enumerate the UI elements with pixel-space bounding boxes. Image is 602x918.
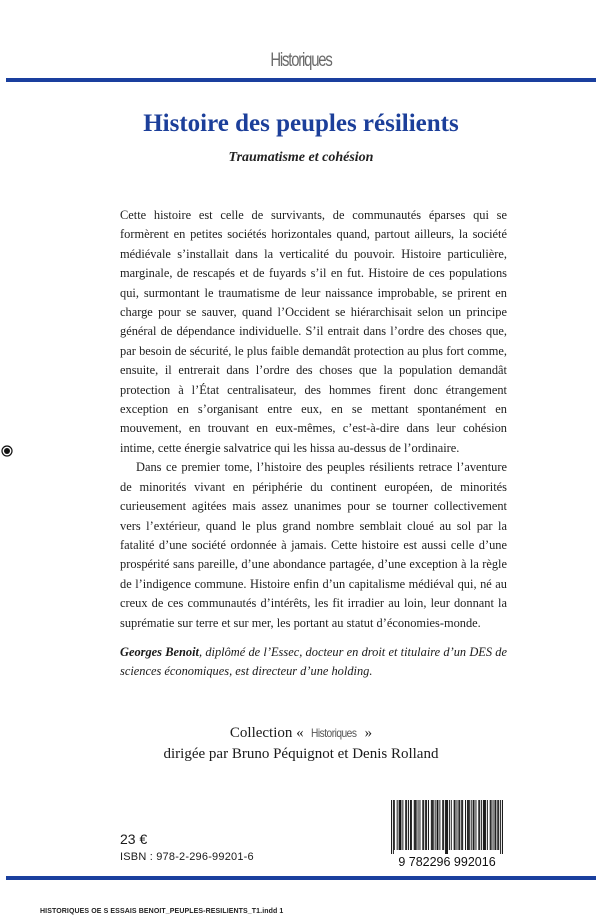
barcode-bar (422, 800, 423, 850)
barcode-bars (391, 800, 503, 854)
collection-info (0, 723, 602, 765)
author-description: , diplômé de l’Essec, docteur en droit et titulaire d’un DES de sciences économiques, est directeur d’une holding. (120, 645, 507, 679)
barcode-bar (405, 800, 406, 850)
barcode-bar (433, 800, 434, 850)
collection-directors: dirigée par Bruno Péquignot et Denis Rolland (163, 746, 439, 762)
blurb-paragraph-2: Dans ce premier tome, l’histoire des peuples résilients retrace l’aventure de minorités vivant en périphérie du continent européen, de minorités curieusement agitées mais assez unanimes pour se tourner collectivement vers l’extérieur, quand le plus grand nombre semblait cloué au sol par la fatalité d’une société ordonnée à jamais. Cette histoire est aussi celle d’une prospérité sans pareille, d’une abondance partagée, d’une exception à la règle de l’indigence commune. Histoire enfin d’un capitalisme médiéval qui, né au creux de ces communautés d’intérêts, les fit irradier au loin, leur donnant la suprématie sur terre et sur mer, les portant au statut d’économies-monde. (120, 460, 507, 630)
barcode-bar (423, 800, 424, 850)
barcode-bar (475, 800, 476, 850)
blurb (120, 206, 507, 633)
barcode-bar (394, 800, 395, 850)
barcode (386, 800, 508, 868)
barcode-bar (439, 800, 440, 850)
barcode-bar (393, 800, 394, 854)
barcode-bar (416, 800, 417, 850)
barcode-bar (458, 800, 459, 850)
barcode-bar (426, 800, 427, 850)
barcode-bar (487, 800, 488, 850)
barcode-bar (400, 800, 401, 850)
barcode-bar (445, 800, 446, 854)
barcode-bar (449, 800, 450, 850)
barcode-bar (443, 800, 444, 850)
barcode-bar (414, 800, 415, 850)
barcode-bar (459, 800, 460, 850)
series-logo: Historiques (270, 50, 332, 71)
barcode-bar (400, 800, 401, 850)
barcode-bar (494, 800, 495, 850)
barcode-bar (408, 800, 409, 850)
barcode-bar (473, 800, 474, 850)
barcode-bar (410, 800, 411, 850)
barcode-bar (483, 800, 484, 850)
price: 23 € (120, 831, 148, 847)
barcode-bar (493, 800, 494, 850)
barcode-bar (397, 800, 398, 850)
barcode-bar (399, 800, 400, 850)
barcode-bar (437, 800, 438, 850)
barcode-bar (402, 800, 403, 850)
barcode-bar (469, 800, 470, 850)
barcode-bar (497, 800, 498, 850)
barcode-bar (419, 800, 420, 850)
barcode-bar (428, 800, 429, 850)
barcode-bar (454, 800, 455, 850)
top-rule (6, 78, 596, 82)
barcode-bar (432, 800, 433, 850)
barcode-bar (479, 800, 480, 850)
barcode-bar (474, 800, 475, 850)
barcode-bar (447, 800, 448, 854)
registration-mark-icon (1, 445, 13, 457)
collection-prefix: Collection « (229, 725, 304, 741)
barcode-bar (502, 800, 503, 854)
isbn: ISBN : 978-2-296-99201-6 (120, 851, 254, 863)
barcode-bar (500, 800, 501, 854)
barcode-bar (467, 800, 468, 850)
barcode-bar (484, 800, 485, 850)
blurb-paragraph-1: Cette histoire est celle de survivants, de communautés éparses qui se formèrent en petites sociétés horizontales quand, partout ailleurs, la société médiévale s’installait dans la verticalité du pouvoir. Histoire particulière, marginale, de rescapés et de fuyards s’il en fut. Histoire de ces populations qui, surmontant le traumatisme de leur naissance improbable, se prirent en charge pour se sauver, quand l’Occident se hiérarchisait selon un principe général de dépendance individuelle. S’il entrait dans l’ordre des choses que, par besoin de sécurité, le plus faible demandât protection au plus fort comme, ensuite, il entrerait dans l’ordre des choses que la population demandât protection à l’État centralisateur, des hommes firent donc étrangement exception en s’organisant entre eux, en se mettant spontanément en mouvement, en trouvant en eux-mêmes, c’est-à-dire dans leur cohésion intime, cette énergie salvatrice qui les hissa au-dessus de l’ordinaire. (120, 208, 507, 455)
barcode-bar (418, 800, 419, 850)
barcode-bar (481, 800, 482, 850)
barcode-bar (406, 800, 407, 850)
barcode-bar (446, 800, 447, 854)
author-name: Georges Benoit (120, 645, 199, 659)
barcode-bar (431, 800, 432, 850)
barcode-bar (485, 800, 486, 850)
barcode-bar (442, 800, 443, 850)
barcode-bar (451, 800, 452, 850)
barcode-bar (455, 800, 456, 850)
author-bio (120, 643, 507, 682)
barcode-bar (495, 800, 496, 850)
barcode-bar (490, 800, 491, 850)
book-subtitle: Traumatisme et cohésion (228, 150, 374, 165)
collection-suffix: » (364, 725, 373, 741)
barcode-number: 9 782296 992016 (398, 855, 496, 868)
barcode-bar (468, 800, 469, 850)
bottom-rule (6, 876, 596, 880)
barcode-bar (438, 800, 439, 850)
barcode-bar (491, 800, 492, 850)
barcode-bar (498, 800, 499, 850)
barcode-bar (462, 800, 463, 850)
barcode-bar (391, 800, 392, 854)
book-title: Histoire des peuples résilients (143, 110, 459, 137)
barcode-bar (461, 800, 462, 850)
barcode-bar (471, 800, 472, 850)
barcode-bar (425, 800, 426, 850)
barcode-bar (465, 800, 466, 850)
barcode-bar (435, 800, 436, 850)
collection-series-logo: Historiques (311, 726, 357, 740)
barcode-bar (415, 800, 416, 850)
barcode-bar (411, 800, 412, 850)
print-slug: HISTORIQUES OE S ESSAIS BENOIT_PEUPLES-RESILIENTS_T1.indd 1 (40, 908, 284, 915)
barcode-bar (456, 800, 457, 850)
barcode-bar (478, 800, 479, 850)
